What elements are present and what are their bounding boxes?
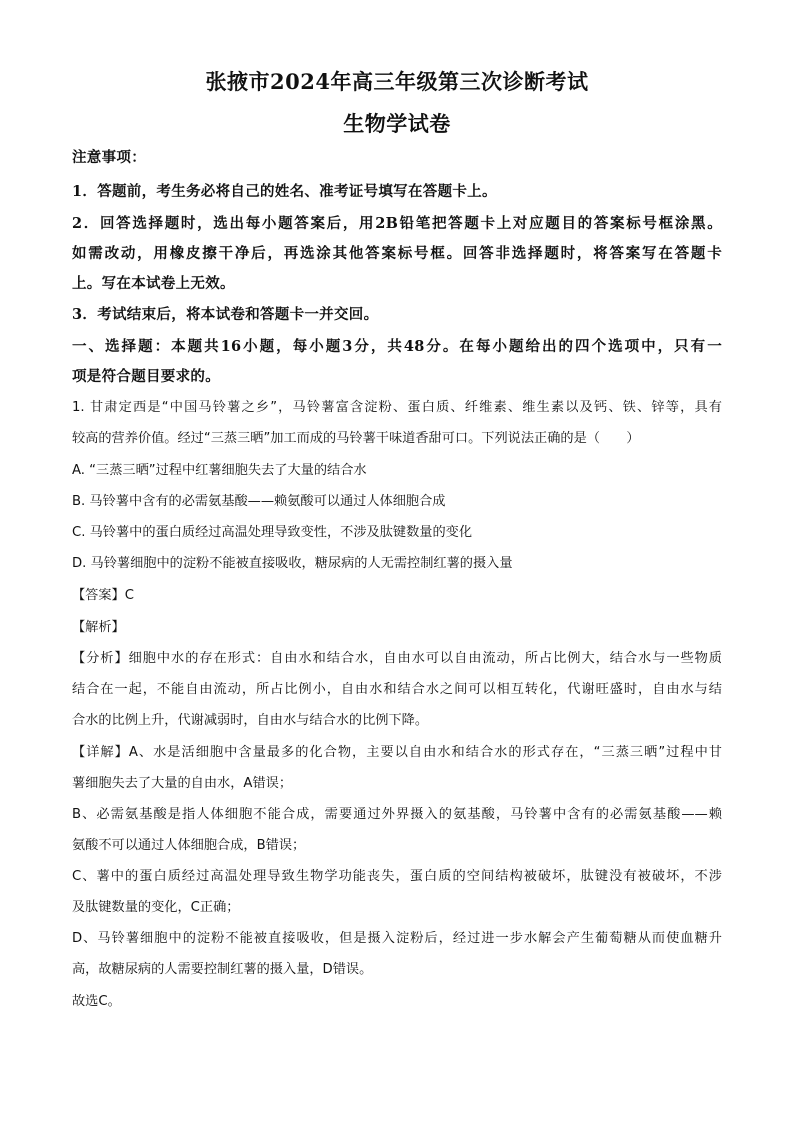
detail-a-line-1: 【详解】A、水是活细胞中含量最多的化合物，主要以自由水和结合水的形式存在，“三蒸三晒”过程中甘 (72, 745, 722, 760)
analysis-line-3: 合水的比例上升，代谢减弱时，自由水与结合水的比例下降。 (72, 713, 429, 728)
option-d: D. 马铃薯细胞中的淀粉不能被直接吸收，糖尿病的人无需控制红薯的摄入量 (72, 556, 513, 571)
notes-heading: 注意事项： (72, 149, 146, 166)
detail-c-line-1: C、薯中的蛋白质经过高温处理导致生物学功能丧失，蛋白质的空间结构被破坏，肽键没有被破坏，不涉 (72, 869, 722, 884)
exam-subtitle: 生物学试卷 (343, 111, 451, 136)
answer-label: 【答案】C (72, 588, 134, 603)
conclusion: 故选C。 (72, 994, 121, 1009)
detail-b-line-2: 氨酸不可以通过人体细胞合成，B错误； (72, 838, 306, 853)
analysis-heading: 【解析】 (72, 620, 125, 635)
exam-title: 张掖市2024年高三年级第三次诊断考试 (205, 69, 589, 94)
option-a: A. “三蒸三晒”过程中红薯细胞失去了大量的结合水 (72, 463, 367, 478)
question-stem-line-2: 较高的营养价值。经过“三蒸三晒”加工而成的马铃薯干味道香甜可口。下列说法正确的是（ ） (72, 431, 640, 446)
detail-b-line-1: B、必需氨基酸是指人体细胞不能合成，需要通过外界摄入的氨基酸，马铃薯中含有的必需氨基酸——赖 (72, 807, 722, 822)
detail-c-line-2: 及肽键数量的变化，C正确； (72, 900, 240, 915)
section-heading-line-2: 项是符合题目要求的。 (72, 368, 220, 385)
detail-a-line-2: 薯细胞失去了大量的自由水，A错误； (72, 776, 293, 791)
detail-d-line-2: 高，故糖尿病的人需要控制红薯的摄入量，D错误。 (72, 962, 373, 977)
notes-item-2-line-3: 上。写在本试卷上无效。 (72, 275, 235, 292)
question-stem-line-1: 1. 甘肃定西是“中国马铃薯之乡”，马铃薯富含淀粉、蛋白质、纤维素、维生素以及钙、铁、锌等，具有 (72, 400, 722, 415)
analysis-line-1: 【分析】细胞中水的存在形式：自由水和结合水，自由水可以自由流动，所占比例大，结合水与一些物质 (72, 651, 722, 666)
option-c: C. 马铃薯中的蛋白质经过高温处理导致变性，不涉及肽键数量的变化 (72, 525, 473, 540)
analysis-line-2: 结合在一起，不能自由流动，所占比例小，自由水和结合水之间可以相互转化，代谢旺盛时，自由水与结 (72, 682, 722, 697)
notes-item-2-line-1: 2．回答选择题时，选出每小题答案后，用2B铅笔把答题卡上对应题目的答案标号框涂黑。 (72, 215, 722, 232)
notes-item-1: 1．答题前，考生务必将自己的姓名、准考证号填写在答题卡上。 (72, 183, 497, 200)
detail-d-line-1: D、马铃薯细胞中的淀粉不能被直接吸收，但是摄入淀粉后，经过进一步水解会产生葡萄糖从而使血糖升 (72, 931, 722, 946)
notes-item-3: 3．考试结束后，将本试卷和答题卡一并交回。 (72, 306, 379, 323)
option-b: B. 马铃薯中含有的必需氨基酸——赖氨酸可以通过人体细胞合成 (72, 494, 446, 509)
notes-item-2-line-2: 如需改动，用橡皮擦干净后，再选涂其他答案标号框。回答非选择题时，将答案写在答题卡 (72, 245, 722, 262)
section-heading-line-1: 一、选择题：本题共16小题，每小题3分，共48分。在每小题给出的四个选项中，只有一 (72, 338, 722, 355)
